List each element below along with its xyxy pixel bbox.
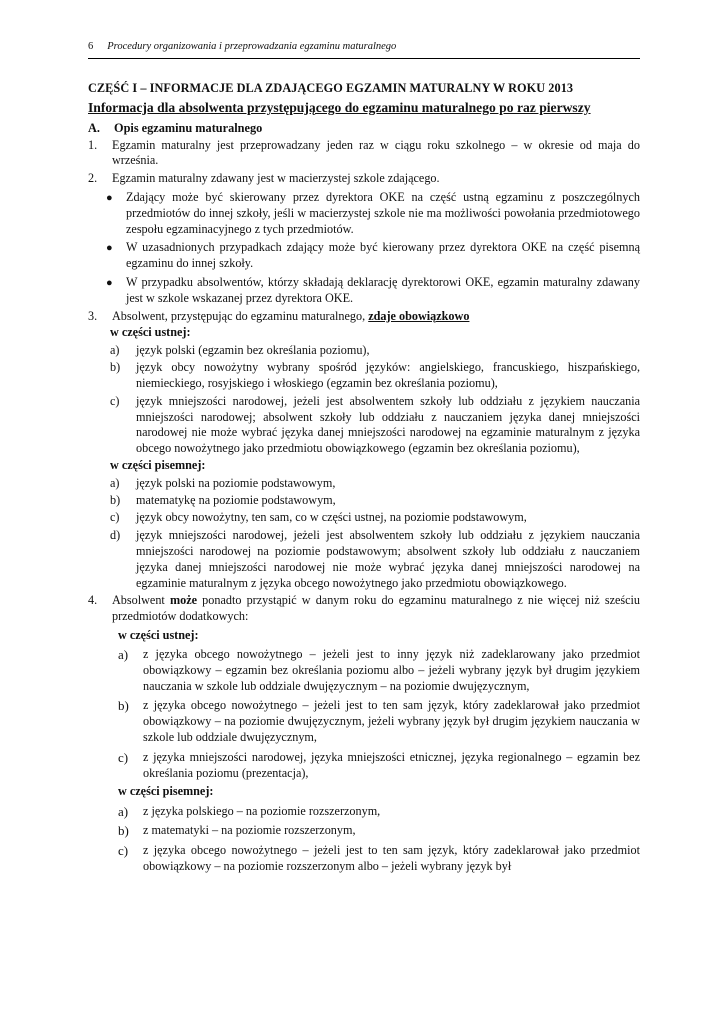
item-number: 2. [88,170,98,185]
item-text [112,593,640,625]
sub-item [118,647,640,695]
sub-item-text: język polski (egzamin bez określania poziomu), [136,342,370,357]
sub-item-text: z języka obcego nowożytnego – jeżeli jest to ten sam język, który zadeklarował jako przedmiot obowiązkowy – na poziomie dwujęzycznym, jeżeli wybrany język był drugim językiem nauczania w szkole lub oddziale dwujęzycznym, [143,698,640,745]
sub-item-text: z języka obcego nowożytnego – jeżeli jest to ten sam język, który zadeklarował jako przedmiot obowiązkowy – na poziomie rozszerzonym albo – jeżeli wybrany język był [143,842,640,873]
subsection-heading [88,120,640,136]
list-item-3 [88,309,640,325]
emphasis-mandatory: zdaje obowiązkowo [368,308,470,323]
sub-item-text: z języka polskiego – na poziomie rozszerzonym, [143,803,381,818]
list-item-4 [88,593,640,625]
bullet-text: W przypadku absolwentów, którzy składają deklarację dyrektorowi OKE, egzamin maturalny zdawany jest w szkole wskazanej przez dyrektora OKE. [126,275,640,306]
sub-item [118,804,640,820]
item-text-lead: Absolwent, przystępując do egzaminu maturalnego, [112,308,366,323]
sub-item-text: matematykę na poziomie podstawowym, [136,493,336,508]
item-number: 3. [88,308,98,323]
sub-item-text: z języka obcego nowożytnego – jeżeli jest to inny język niż zadeklarowany jako przedmiot obowiązkowy – egzamin bez określania poziomu albo – jeżeli wybrany język był drugim językiem nauczania w szkole lub oddziale dwujęzycznym – na poziomie dwujęzycznym, [143,647,640,693]
additional-oral-list [118,647,640,781]
sub-item [118,750,640,782]
part-title: CZĘŚĆ I – INFORMACJE DLA ZDAJĄCEGO EGZAMIN MATURALNY W ROKU 2013 [88,81,574,95]
written-subjects-list [110,476,640,592]
sub-item-label: c) [118,842,129,858]
sub-item-text: język mniejszości narodowej, jeżeli jest absolwentem szkoły lub oddziału z językiem nauczania mniejszości narodowej; absolwent szkoły lub oddziału z nauczaniem języka danej mniejszości narodowej nie może wybrać języka danej mniejszości narodowej na egzaminie maturalnym z języka obcego nowożytnego jako przedmiotu obowiązkowego (egzamin bez określania poziomu), [136,393,640,456]
item-text-rest: ponadto przystąpić w danym roku do egzaminu maturalnego z nie więcej niż sześciu przedmiotów dodatkowych: [112,592,641,623]
sub-item-text: z języka mniejszości narodowej, języka mniejszości etnicznej, języka regionalnego – egzamin bez określania poziomu (prezentacja), [143,749,640,780]
bullet-list [106,190,640,307]
sub-item-text: z matematyki – na poziomie rozszerzonym, [143,823,356,838]
sub-item [110,343,640,359]
item-text [112,309,640,325]
bullet-text: W uzasadnionych przypadkach zdający może być kierowany przez dyrektora OKE na część pisemną egzaminu do innej szkoły. [126,240,640,271]
sub-item [110,394,640,458]
item-text: Egzamin maturalny jest przeprowadzany jeden raz w ciągu roku szkolnego – w okresie od maja do września. [112,137,640,168]
sub-item-label: a) [118,647,129,663]
bullet-icon: ● [106,277,113,290]
document-body [88,138,640,875]
item-number: 1. [88,137,98,152]
sub-item-label: a) [110,342,120,357]
page-number: 6 [88,41,94,52]
sub-item-text: język obcy nowożytny, ten sam, co w części ustnej, na poziomie podstawowym, [136,510,527,525]
bullet-item [106,190,640,238]
sub-item [118,823,640,839]
sub-item-label: c) [110,510,120,525]
running-header [88,40,640,59]
bullet-icon: ● [106,242,113,255]
list-item-2 [88,171,640,187]
sub-item-label: b) [110,493,121,508]
sub-item [110,476,640,492]
bullet-text: Zdający może być skierowany przez dyrektora OKE na część ustną egzaminu z poszczególnych przedmiotów do innej szkoły, jeśli w macierzystej szkole nie ma możliwości powołania przedmiotowego zespołu egzaminacyjnego z tych przedmiotów. [126,189,640,236]
sub-item-label: b) [118,823,129,839]
bullet-item [106,275,640,307]
oral-part-heading: w części ustnej: [118,627,199,642]
running-title: Procedury organizowania i przeprowadzania egzaminu maturalnego [107,41,397,52]
bullet-item [106,240,640,272]
sub-item [110,510,640,526]
written-part-heading: w części pisemnej: [110,458,206,473]
additional-written-list [118,804,640,875]
section-title: Informacja dla absolwenta przystępującego do egzaminu maturalnego po raz pierwszy [88,100,591,115]
sub-item-text: język polski na poziomie podstawowym, [136,475,336,490]
sub-item-label: a) [110,475,120,490]
list-item-1 [88,138,640,170]
sub-item-label: a) [118,803,129,819]
sub-item-label: c) [110,393,120,408]
item-number: 4. [88,592,98,607]
sub-item [110,493,640,509]
oral-subjects-list [110,343,640,457]
document-page [88,40,640,874]
sub-item-label: c) [118,749,129,765]
sub-item-label: b) [110,360,121,375]
sub-item-text: język mniejszości narodowej, jeżeli jest absolwentem szkoły lub oddziału z językiem nauczania mniejszości narodowej na poziomie podstawowym; absolwent szkoły lub oddziału z nauczaniem języka danej mniejszości narodowej nie może wybrać języka danej mniejszości narodowej na egzaminie maturalnym z języka obcego nowożytnego jako przedmiotu obowiązkowego. [136,527,640,590]
bullet-icon: ● [106,191,113,204]
sub-item-label: b) [118,698,129,714]
oral-part-heading: w części ustnej: [110,325,191,340]
subsection-label: A. [88,121,100,135]
subsection-title: Opis egzaminu maturalnego [114,121,263,135]
sub-item [118,843,640,875]
written-part-heading: w części pisemnej: [118,784,214,799]
item-text: Egzamin maturalny zdawany jest w macierzystej szkole zdającego. [112,170,440,185]
emphasis-optional: może [169,592,198,607]
sub-item [110,360,640,392]
sub-item [118,698,640,746]
item-text-lead: Absolwent [112,592,165,607]
sub-item-text: język obcy nowożytny wybrany spośród języków: angielskiego, francuskiego, hiszpańskiego, niemieckiego, rosyjskiego i włoskiego (egzamin bez określania poziomu), [136,360,640,391]
sub-item [110,528,640,592]
sub-item-label: d) [110,527,121,542]
